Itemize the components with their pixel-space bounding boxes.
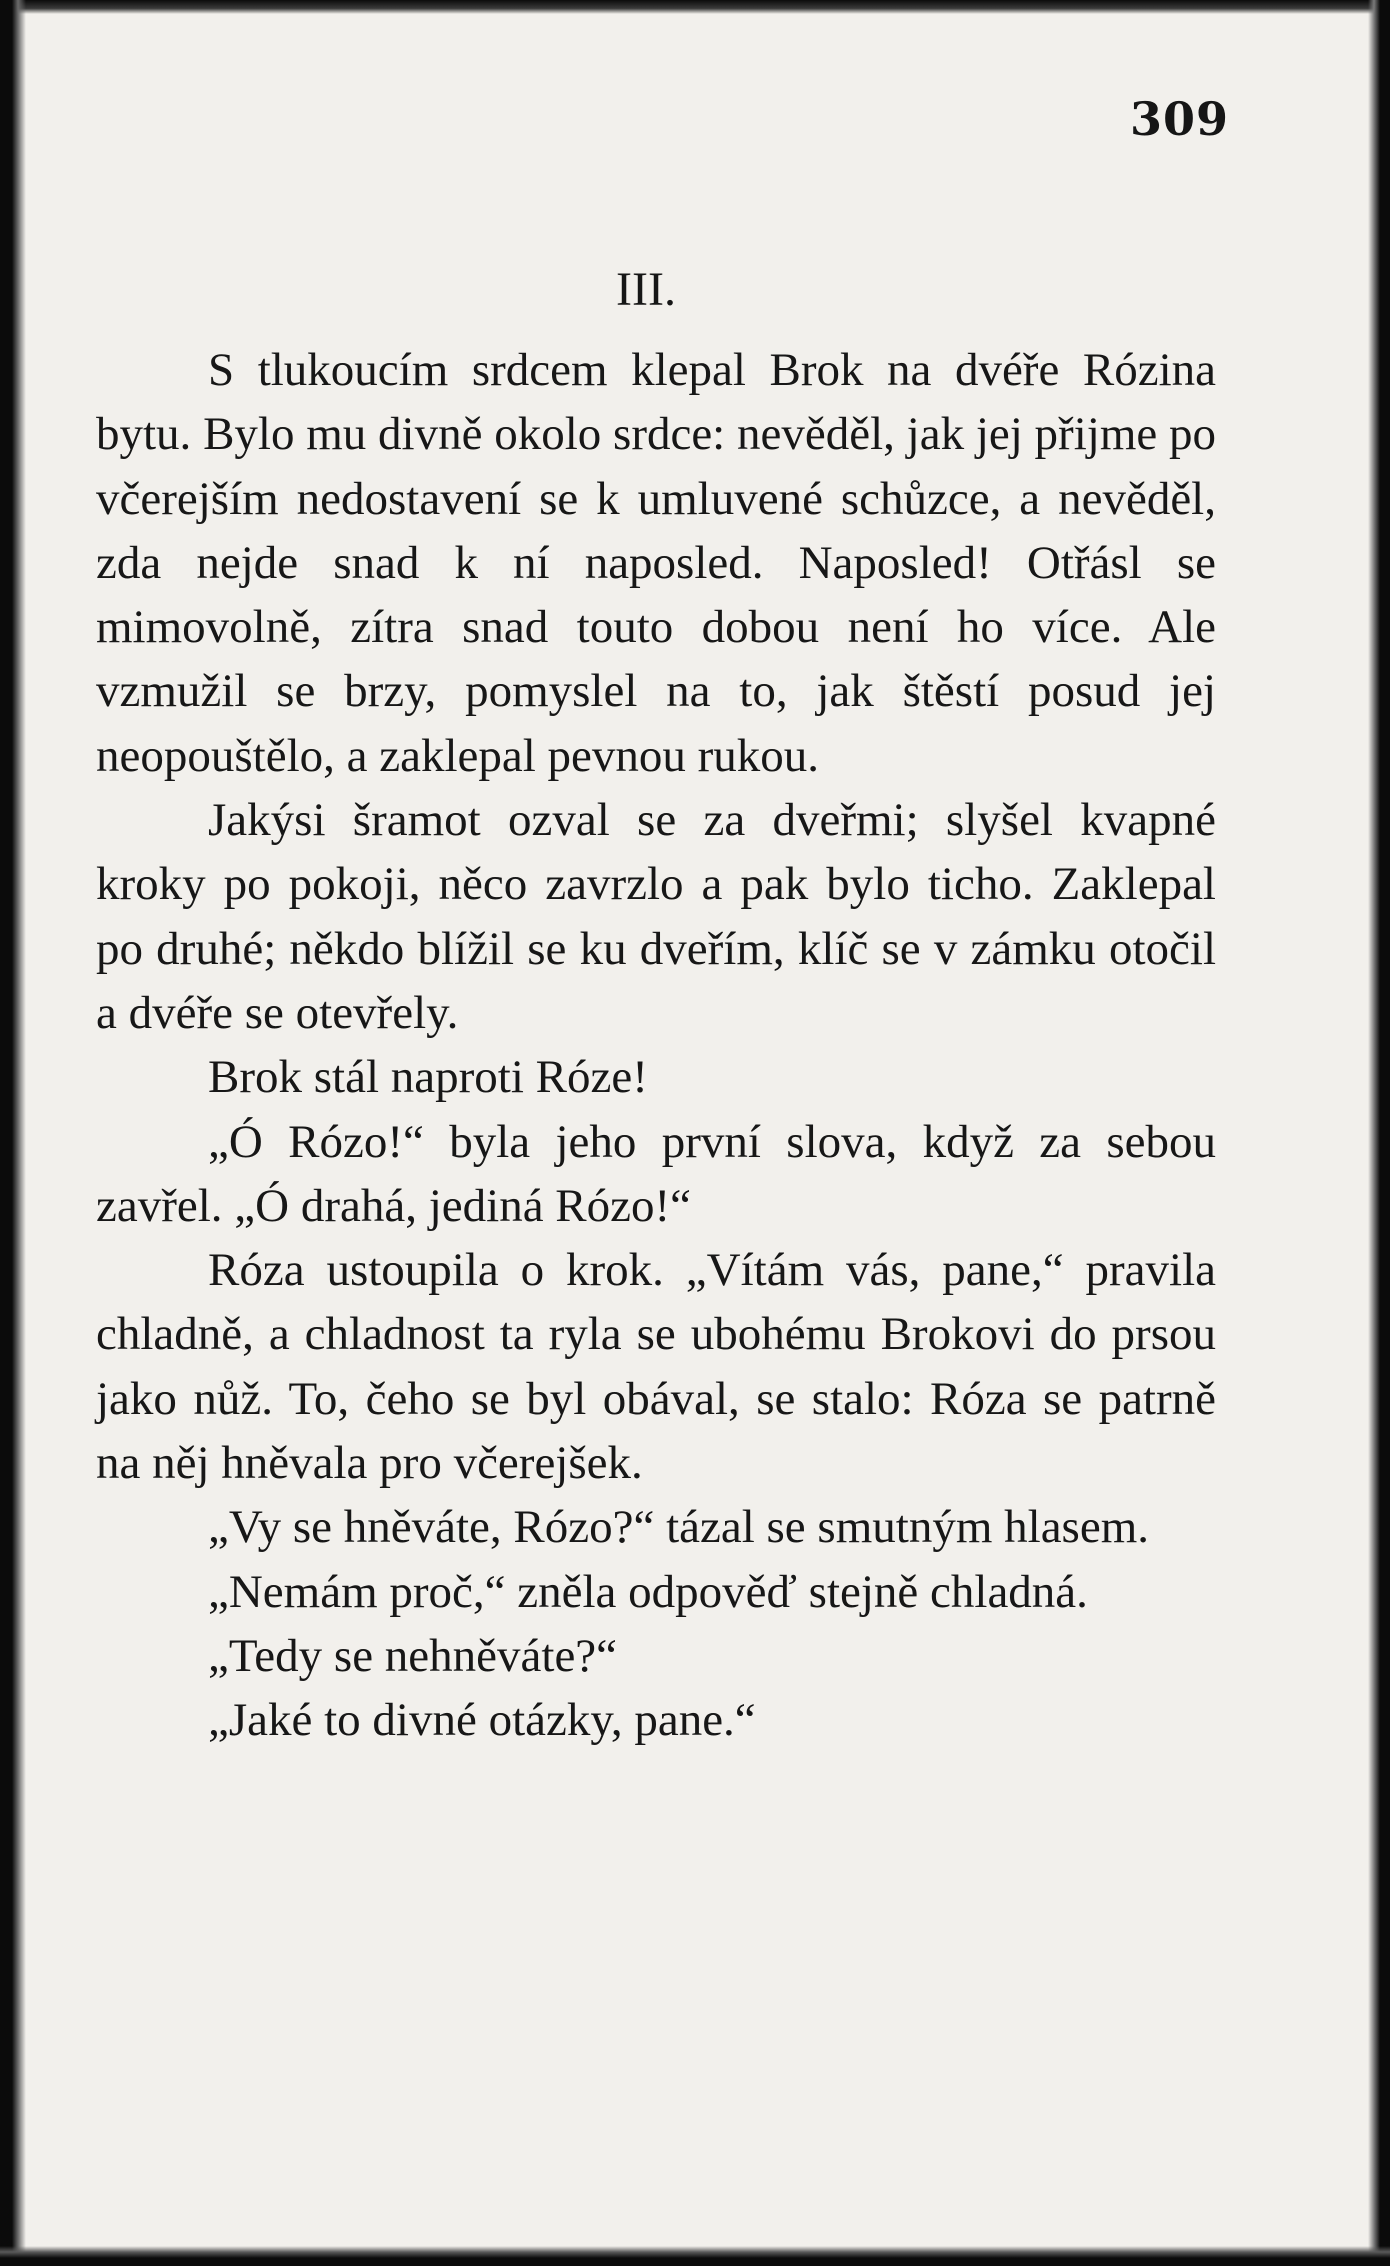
paragraph: „Vy se hněváte, Rózo?“ tázal se smutným hlasem. — [208, 1501, 1150, 1554]
scan-edge-top — [0, 0, 1390, 14]
paragraph: Róza ustoupila o krok. „Vítám vás, pane,“ pravila chladně, a chladnost ta ryla se ubohému Brokovi do prsou jako nůž. To, čeho se byl obával, se stalo: Róza se patrně na něj hněvala pro včerejšek. — [96, 1244, 1216, 1490]
body-text — [96, 338, 1216, 1753]
paragraph: „Ó Rózo!“ byla jeho první slova, když za sebou zavřel. „Ó drahá, jediná Rózo!“ — [96, 1115, 1216, 1232]
paragraph: „Jaké to divné otázky, pane.“ — [208, 1694, 756, 1747]
scan-edge-bottom — [0, 2246, 1390, 2266]
paragraph: „Tedy se nehněváte?“ — [208, 1629, 618, 1682]
chapter-heading: III. — [616, 263, 676, 316]
scan-edge-left — [0, 0, 26, 2266]
paragraph: S tlukoucím srdcem klepal Brok na dvéře Rózina bytu. Bylo mu divně okolo srdce: nevěděl, jak jej přijme po včerejším nedostavení se k umluvené schůzce, a nevěděl, zda nejde snad k ní naposled. Naposled! Otřásl se mimovolně, zítra snad touto dobou není ho více. Ale vzmužil se brzy, pomyslel na to, jak štěstí posud jej neopouštělo, a zaklepal pevnou rukou. — [96, 344, 1216, 782]
page-number: 309 — [1130, 92, 1230, 146]
scan-edge-right — [1368, 0, 1390, 2266]
paragraph: Brok stál naproti Róze! — [208, 1051, 648, 1104]
paragraph: „Nemám proč,“ zněla odpověď stejně chladná. — [208, 1565, 1088, 1618]
paragraph: Jakýsi šramot ozval se za dveřmi; slyšel kvapné kroky po pokoji, něco zavrzlo a pak bylo ticho. Zaklepal po druhé; někdo blížil se ku dveřím, klíč se v zámku otočil a dvéře se otevřely. — [96, 794, 1216, 1039]
